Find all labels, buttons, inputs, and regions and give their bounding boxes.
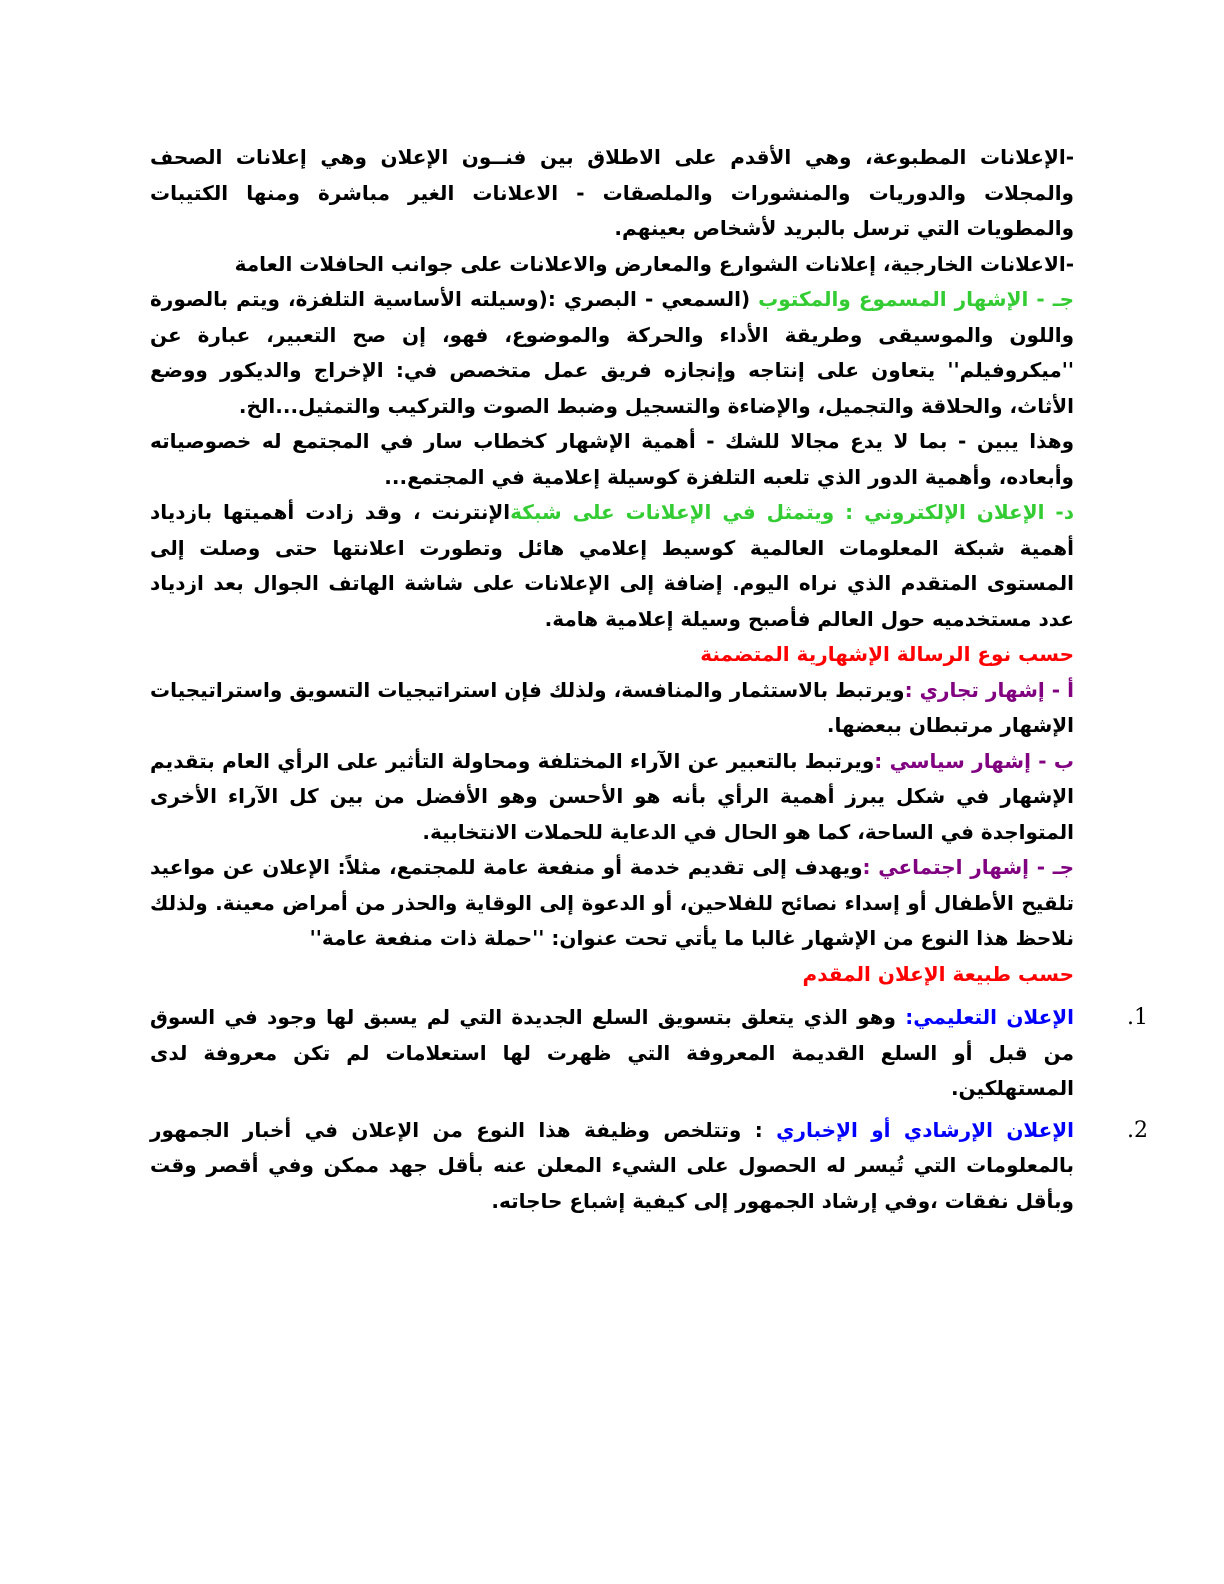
guidance-ad-text: : وتتلخص وظيفة هذا النوع من الإعلان في أخبار الجمهور بالمعلومات التي تُيسر له الحصول على الشيء المعلن عنه بأقل جهد ممكن وفي أقصر وقت وبأقل نفقات ،وفي إرشاد الجمهور إلى كيفية إشباع حاجاته. — [150, 1117, 1074, 1213]
list-item — [150, 1000, 1148, 1107]
paragraph-commercial — [150, 673, 1074, 744]
paragraph-electronic — [150, 495, 1074, 637]
audio-visual-label: جـ - الإشهار المسموع والمكتوب — [758, 287, 1074, 311]
political-label: ب - إشهار سياسي : — [874, 748, 1074, 773]
list-number: 1. — [1127, 1005, 1148, 1030]
social-label: جـ - إشهار اجتماعي : — [862, 855, 1075, 879]
paragraph-outdoor-ads: -الاعلانات الخارجية، إعلانات الشوارع والمعارض والاعلانات على جوانب الحافلات العامة — [234, 251, 1074, 276]
guidance-ad-label: الإعلان الإرشادي أو — [871, 1117, 1075, 1142]
political-text: ويرتبط بالتعبير عن الآراء المختلفة ومحاولة التأثير على الرأي العام بتقديم الإشهار في شكل يبرز أهمية الرأي بأنه هو الأحسن وهو الأفضل من بين كل الآراء الأخرى المتواجدة في الساحة، كما هو الحال في الدعاية للحملات الانتخابية. — [150, 748, 1074, 844]
social-text: ويهدف إلى تقديم خدمة أو منفعة عامة للمجتمع، مثلاً: الإعلان عن مواعيد تلقيح الأطفال أو إسداء نصائح للفلاحين، أو الدعوة إلى الوقاية والحذر من أمراض معينة. ولذلك نلاحظ هذا النوع من الإشهار غالبا ما يأتي تحت عنوان: ''حملة ذات منفعة عامة'' — [150, 855, 1074, 950]
paragraph-printed-ads: -الإعلانات المطبوعة، وهي الأقدم على الاطلاق بين فنــون الإعلان وهي إعلانات الصحف والمجلات والدوريات والمنشورات والملصقات - الاعلانات الغير مباشرة ومنها الكتيبات والمطويات التي ترسل بالبريد لأشخاص بعينهم. — [150, 145, 1074, 240]
ad-nature-list — [150, 1000, 1148, 1219]
paragraph-audio-visual — [150, 282, 1074, 424]
educational-ad-label: الإعلان التعليمي: — [905, 1005, 1074, 1029]
paragraph-political — [150, 744, 1074, 851]
heading-ad-nature: حسب طبيعة الإعلان المقدم — [802, 961, 1074, 986]
educational-ad-text: وهو الذي يتعلق بتسويق السلع الجديدة التي لم يسبق لها وجود في السوق من قبل أو السلع القديمة المعروفة التي ظهرت لها استعلامات لم تكن معروفة لدى المستهلكين. — [150, 1005, 1074, 1100]
commercial-text: ويرتبط بالاستثمار والمنافسة، ولذلك فإن استراتيجيات التسويق واستراتيجيات الإشهار مرتبطان ببعضها. — [150, 677, 1074, 737]
paragraph-importance: وهذا يبين - بما لا يدع مجالا للشك - أهمية الإشهار كخطاب سار في المجتمع له خصوصياته وأبعاده، وأهمية الدور الذي تلعبه التلفزة كوسيلة إعلامية في المجتمع... — [150, 429, 1074, 489]
document-page — [150, 140, 1148, 1225]
electronic-label: د- الإعلان الإلكتروني : ويتمثل في الإعلانات على شبكة — [510, 500, 1074, 524]
news-ad-label: الإخباري — [776, 1117, 858, 1142]
heading-message-type: حسب نوع الرسالة الإشهارية المتضمنة — [700, 642, 1074, 666]
list-item — [150, 1113, 1148, 1220]
list-number: 2. — [1127, 1117, 1148, 1143]
commercial-label: أ - إشهار تجاري : — [904, 677, 1074, 702]
electronic-text: الإنترنت ، وقد زادت أهميتها بازدياد أهمية شبكة المعلومات العالمية كوسيط إعلامي هائل وتطورت اعلانتها حتى وصلت إلى المستوى المتقدم الذي نراه اليوم. إضافة إلى الإعلانات على شاشة الهاتف الجوال بعد ازدياد عدد مستخدميه حول العالم فأصبح وسيلة إعلامية هامة. — [150, 500, 1074, 631]
audio-visual-text: (السمعي - البصري :(وسيلته الأساسية التلفزة، ويتم بالصورة واللون والموسيقى وطريقة الأداء والحركة والموضوع، فهو، إن صح التعبير، عبارة عن ''ميكروفيلم'' يتعاون على إنتاجه وإنجازه فريق عمل متخصص في: الإخراج والديكور ووضع الأثاث، والحلاقة والتجميل، والإضاءة والتسجيل وضبط الصوت والتركيب والتمثيل...الخ. — [150, 287, 1074, 418]
paragraph-social — [150, 850, 1074, 957]
